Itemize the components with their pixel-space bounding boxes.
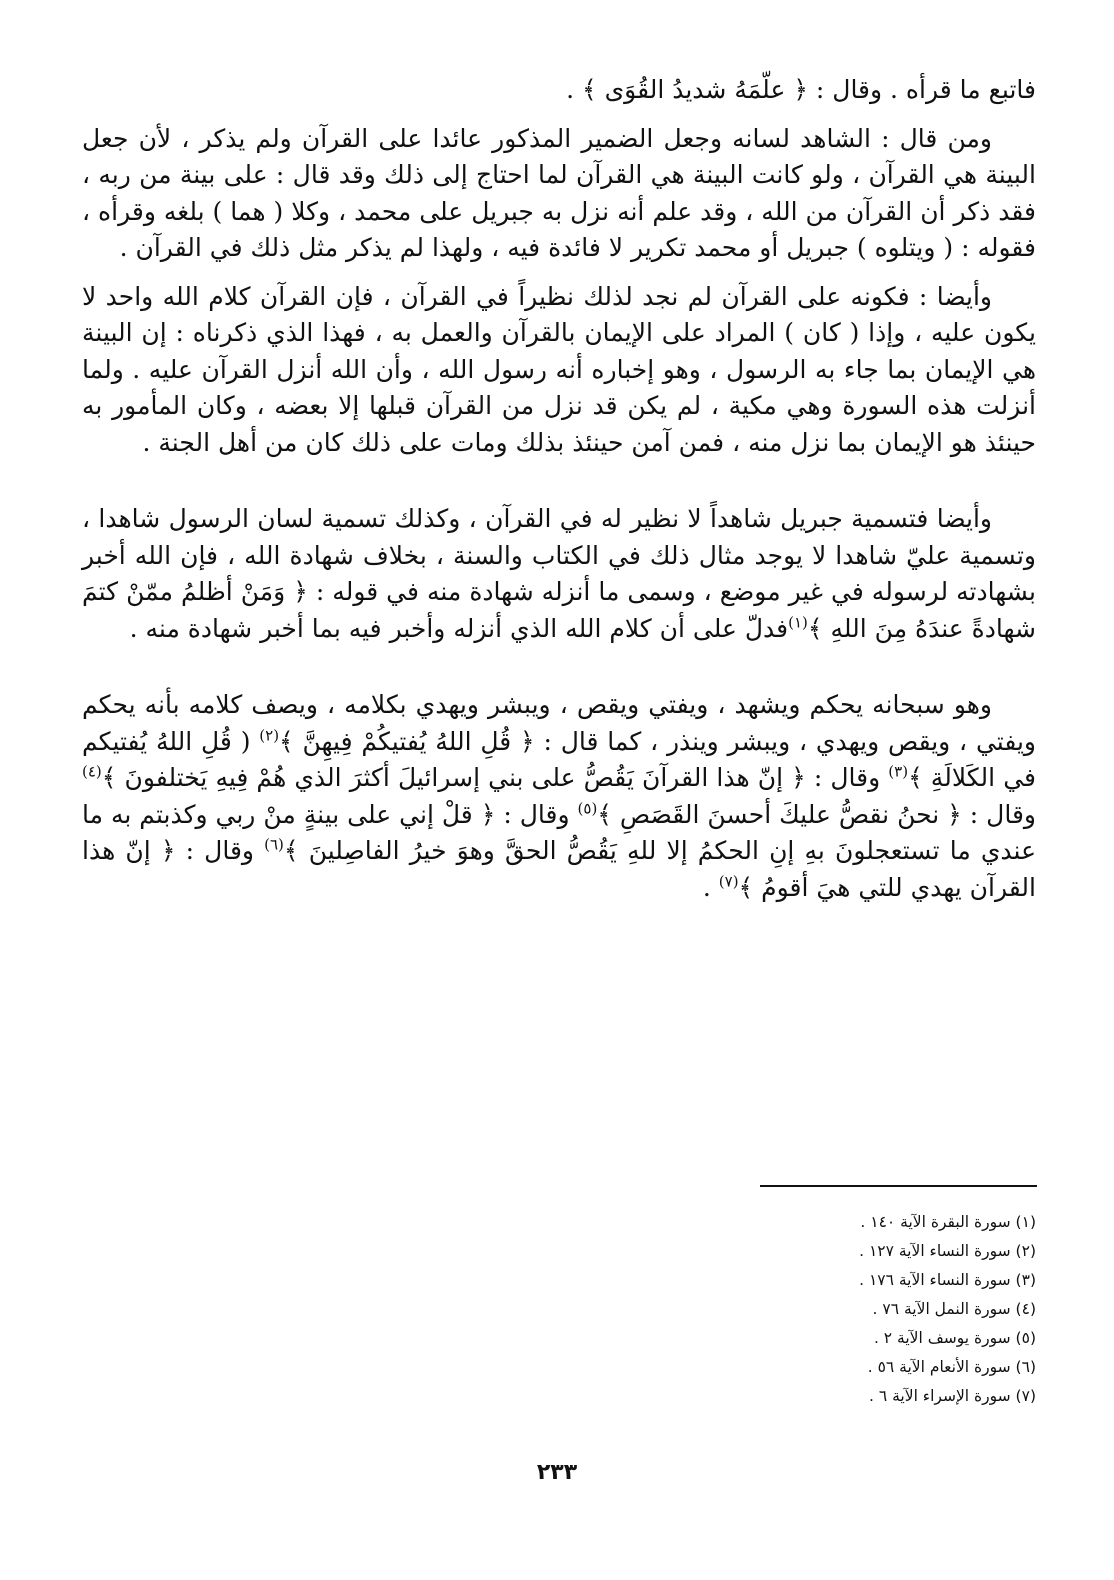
paragraph-5-part-d: وقال : ﴿ نحنُ نقصُّ عليكَ أحسنَ القَصَصِ ﴾ [597,799,1036,829]
paragraph-4-part-a: وأيضا فتسمية جبريل شاهداً لا نظير له في القرآن ، وكذلك تسمية لسان الرسول شاهدا ، وتسمية عليّ شاهدا لا يوجد مثال ذلك في الكتاب والسنة ، بخلاف شهادة الله ، فإن الله أخبر بشهادته لرسوله في غير موضع ، وسمى ما أنزله شهادة منه في قوله : ﴿ وَمَنْ أظلمُ ممّنْ كتمَ شهادةً عندَهُ مِنَ اللهِ ﴾ [82,504,1036,643]
footnote-3: (٣) سورة النساء الآية ١٧٦ . [859,1271,1036,1289]
paragraph-5-part-c: وقال : ﴿ إنّ هذا القرآنَ يَقُصُّ على بني إسرائيلَ أكثرَ الذي هُمْ فِيهِ يَختلفونَ ﴾ [101,763,889,792]
footnote-5: (٥) سورة يوسف الآية ٢ . [873,1329,1036,1347]
paragraph-5-part-f: وقال : ﴿ إنّ هذا القرآن يهدي للتي هيَ أقومُ ﴾ [82,836,1036,902]
footnote-4: (٤) سورة النمل الآية ٧٦ . [872,1300,1036,1318]
footnote-marker-6: (٦) [264,835,284,854]
footnote-6: (٦) سورة الأنعام الآية ٥٦ . [867,1358,1036,1376]
paragraph-5-part-e: وقال : ﴿ قلْ إني على بينةٍ منْ ربي وكذبتم به ما عندي ما تستعجلونَ بهِ إنِ الحكمُ إلا للهِ يَقُصُّ الحقَّ وهوَ خيرُ الفاصِلينَ ﴾ [82,799,1036,865]
footnote-marker-1: (١) [788,613,808,632]
paragraph-5 [82,687,1036,906]
footnote-separator [760,1185,1037,1187]
main-text [82,72,1036,906]
paragraph-4 [82,501,1036,647]
paragraph-5-part-b: ( قُلِ اللهُ يُفتيكم في الكَلالَةِ ﴾ [82,726,1036,792]
footnote-marker-5: (٥) [577,799,598,818]
paragraph-3: وأيضا : فكونه على القرآن لم نجد لذلك نظيراً في القرآن ، فإن القرآن كلام الله واحد لا يكون عليه ، وإذا ( كان ) المراد على الإيمان بالقرآن والعمل به ، فهذا الذي ذكرناه : إن البينة هي الإيمان بما جاء به الرسول ، وهو إخباره أنه رسول الله ، وأن الله أنزل القرآن عليه . ولما أنزلت هذه السورة وهي مكية ، لم يكن قد نزل من القرآن قبلها إلا بعضه ، وكان المأمور به حينئذ هو الإيمان بما نزل منه ، فمن آمن حينئذ بذلك ومات على ذلك كان من أهل الجنة . [82,281,1036,457]
footnote-7: (٧) سورة الإسراء الآية ٦ . [869,1387,1036,1405]
page-number: ٢٣٣ [536,1460,578,1485]
footnote-marker-4: (٤) [82,762,102,781]
footnotes [600,1208,1036,1411]
footnote-marker-3: (٣) [888,762,909,781]
footnote-2: (٢) سورة النساء الآية ١٢٧ . [859,1242,1036,1260]
paragraph-1: فاتبع ما قرأه . وقال : ﴿ علّمَهُ شديدُ القُوَى ﴾ . [566,75,1036,104]
footnote-marker-7: (٧) [718,872,739,891]
paragraph-4-part-b: فدلّ على أن كلام الله الذي أنزله وأخبر فيه بما أخبر شهادة منه . [129,613,789,643]
footnote-1: (١) سورة البقرة الآية ١٤٠ . [860,1213,1036,1231]
footnote-marker-2: (٢) [259,726,280,745]
paragraph-2: ومن قال : الشاهد لسانه وجعل الضمير المذكور عائدا على القرآن ولم يذكر ، لأن جعل البينة هي القرآن ، ولو كانت البينة هي القرآن لما احتاج إلى ذلك وقد قال : على بينة من ربه ، فقد ذكر أن القرآن من الله ، وقد علم أنه نزل به جبريل على محمد ، وكلا ( هما ) بلغه وقرأه ، فقوله : ( ويتلوه ) جبريل أو محمد تكرير لا فائدة فيه ، ولهذا لم يذكر مثل ذلك في القرآن . [82,123,1036,262]
paragraph-5-part-g: . [702,872,719,902]
paragraph-5-part-a: وهو سبحانه يحكم ويشهد ، ويفتي ويقص ، ويبشر ويهدي بكلامه ، ويصف كلامه بأنه يحكم ويفتي ، ويقص ويهدي ، ويبشر وينذر ، كما قال : ﴿ قُلِ اللهُ يُفتيكُمْ فِيهِنَّ ﴾ [82,690,1036,756]
